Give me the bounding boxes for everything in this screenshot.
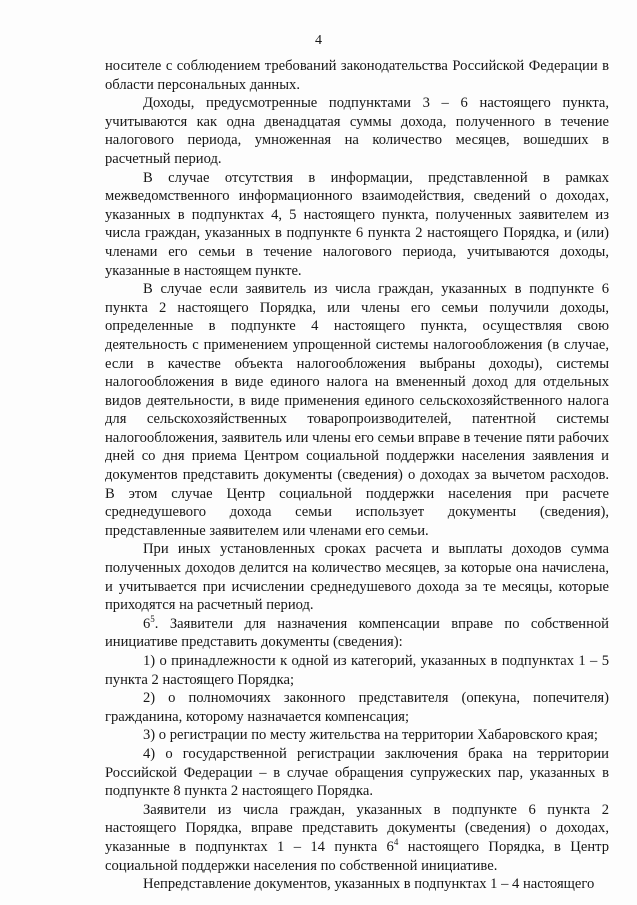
list-item-2: 2) о полномочиях законного представителя (опекуна, попечителя) гражданина, которому назначается компенсация;: [105, 690, 609, 725]
paragraph-clause-6-5: [105, 615, 609, 652]
paragraph-text-start: Заявители из числа граждан, указанных в подпункте 6 пункта 2 настоящего Порядка, вправе представить документы (сведения) о доходах, указанные в подпунктах 1 – 14 пункта 6: [105, 801, 609, 855]
paragraph-other-terms: При иных установленных сроках расчета и выплаты доходов сумма полученных доходов делится на количество месяцев, за которые она начислена, и учитывается при исчислении среднедушевого дохода за те месяцы, которые приходятся на расчетный период.: [105, 541, 609, 614]
clause-superscript: 5: [150, 613, 155, 624]
document-body: [105, 57, 609, 894]
paragraph-text-end: настоящего Порядка, в Центр социальной поддержки населения по собственной инициативе.: [105, 838, 609, 874]
paragraph-own-initiative: [105, 801, 609, 875]
list-item-3: 3) о регистрации по месту жительства на территории Хабаровского края;: [143, 727, 598, 744]
list-item-1: 1) о принадлежности к одной из категорий, указанных в подпунктах 1 – 5 пункта 2 настоящего Порядка;: [105, 653, 609, 688]
clause-text: . Заявители для назначения компенсации вправе по собственной инициативе представить документы (сведения):: [105, 615, 609, 651]
paragraph-missing-information: В случае отсутствия в информации, представленной в рамках межведомственного информационного взаимодействия, сведений о доходах, указанных в подпунктах 4, 5 настоящего пункта, полученных заявителем из числа граждан, указанных в подпункте 6 пункта 2 настоящего Порядка, и (или) членами его семьи в течение налогового периода, учитываются доходы, указанные в настоящем пункте.: [105, 169, 609, 279]
clause-number: 6: [143, 615, 151, 632]
paragraph-income-subclauses: Доходы, предусмотренные подпунктами 3 – 6 настоящего пункта, учитываются как одна двенадцатая суммы дохода, полученного в течение налогового периода, умноженная на количество месяцев, вошедших в расчетный период.: [105, 95, 609, 167]
paragraph-superscript: 4: [393, 836, 399, 847]
paragraph-continuation: носителе с соблюдением требований законодательства Российской Федерации в области персональных данных.: [105, 58, 609, 93]
list-item-4: 4) о государственной регистрации заключения брака на территории Российской Федерации – в случае обращения супружеских пар, указанных в подпункте 8 пункта 2 настоящего Порядка.: [105, 745, 609, 800]
page-number: 4: [315, 33, 322, 48]
paragraph-tax-systems: В случае если заявитель из числа граждан, указанных в подпункте 6 пункта 2 настоящего Порядка, или члены его семьи получили доходы, определенные в подпункте 4 настоящего пункта, осуществляя свою деятельность с применением упрощенной системы налогообложения (в случае, если в качестве объекта налогообложения выбраны доходы), системы налогообложения в виде единого налога на вмененный доход для отдельных видов деятельности, в виде применения единого сельскохозяйственного налога для сельскохозяйственных товаропроизводителей, патентной системы налогообложения, заявитель или члены его семьи вправе в течение пяти рабочих дней со дня приема Центром социальной поддержки населения заявления и документов представить документы (сведения) о доходах за вычетом расходов. В этом случае Центр социальной поддержки населения при расчете среднедушевого дохода семьи использует документы (сведения), представленные заявителем или членами его семьи.: [105, 281, 609, 539]
paragraph-non-submission: Непредставление документов, указанных в подпунктах 1 – 4 настоящего: [143, 876, 595, 893]
